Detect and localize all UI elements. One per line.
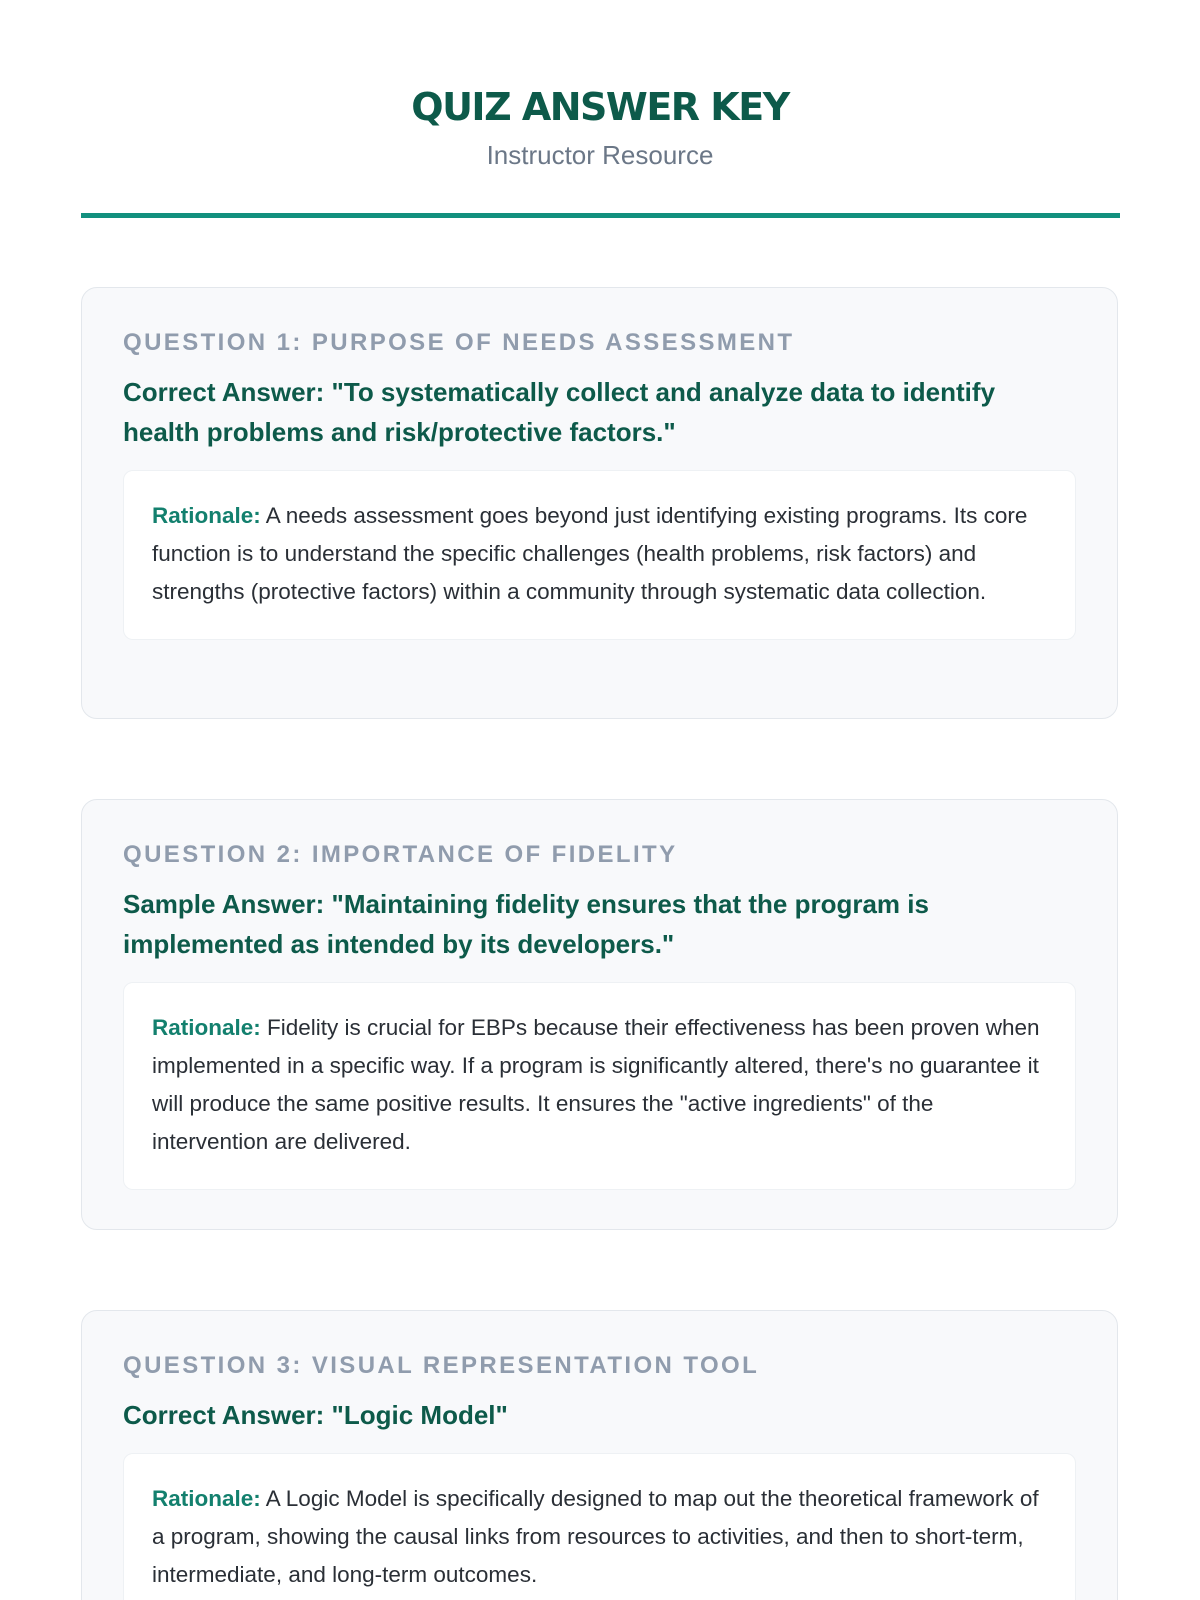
header	[0, 0, 1200, 172]
question-label: QUESTION 2: IMPORTANCE OF FIDELITY	[123, 841, 678, 868]
answer-text: Correct Answer: "To systematically collect and analyze data to identify health problems and risk/protective factors."	[123, 377, 996, 447]
question-card-3	[81, 1310, 1118, 1600]
answer-text: Sample Answer: "Maintaining fidelity ensures that the program is implemented as intended by its developers."	[123, 889, 929, 959]
page-title: QUIZ ANSWER KEY	[411, 85, 789, 129]
header-divider	[81, 213, 1120, 218]
rationale-box	[123, 470, 1076, 640]
question-card-2	[81, 799, 1118, 1230]
rationale-text: A needs assessment goes beyond just identifying existing programs. Its core function is to understand the specific challenges (health problems, risk factors) and strengths (protective factors) within a community through systematic data collection.	[152, 503, 1028, 604]
rationale-box	[123, 1453, 1076, 1600]
question-card-1	[81, 287, 1118, 719]
rationale-label: Rationale:	[152, 1486, 261, 1511]
rationale-label: Rationale:	[152, 1015, 261, 1040]
rationale-label: Rationale:	[152, 503, 261, 528]
rationale-text: A Logic Model is specifically designed to map out the theoretical framework of a program, showing the causal links from resources to activities, and then to short-term, intermediate, and long-term outcomes.	[152, 1486, 1039, 1587]
rationale-box	[123, 982, 1076, 1190]
answer-text: Correct Answer: "Logic Model"	[123, 1400, 508, 1430]
page-subtitle: Instructor Resource	[486, 140, 714, 170]
question-label: QUESTION 3: VISUAL REPRESENTATION TOOL	[123, 1352, 760, 1379]
question-label: QUESTION 1: PURPOSE OF NEEDS ASSESSMENT	[123, 329, 795, 356]
rationale-text: Fidelity is crucial for EBPs because their effectiveness has been proven when implemented in a specific way. If a program is significantly altered, there's no guarantee it will produce the same positive results. It ensures the "active ingredients" of the intervention are delivered.	[152, 1015, 1040, 1154]
